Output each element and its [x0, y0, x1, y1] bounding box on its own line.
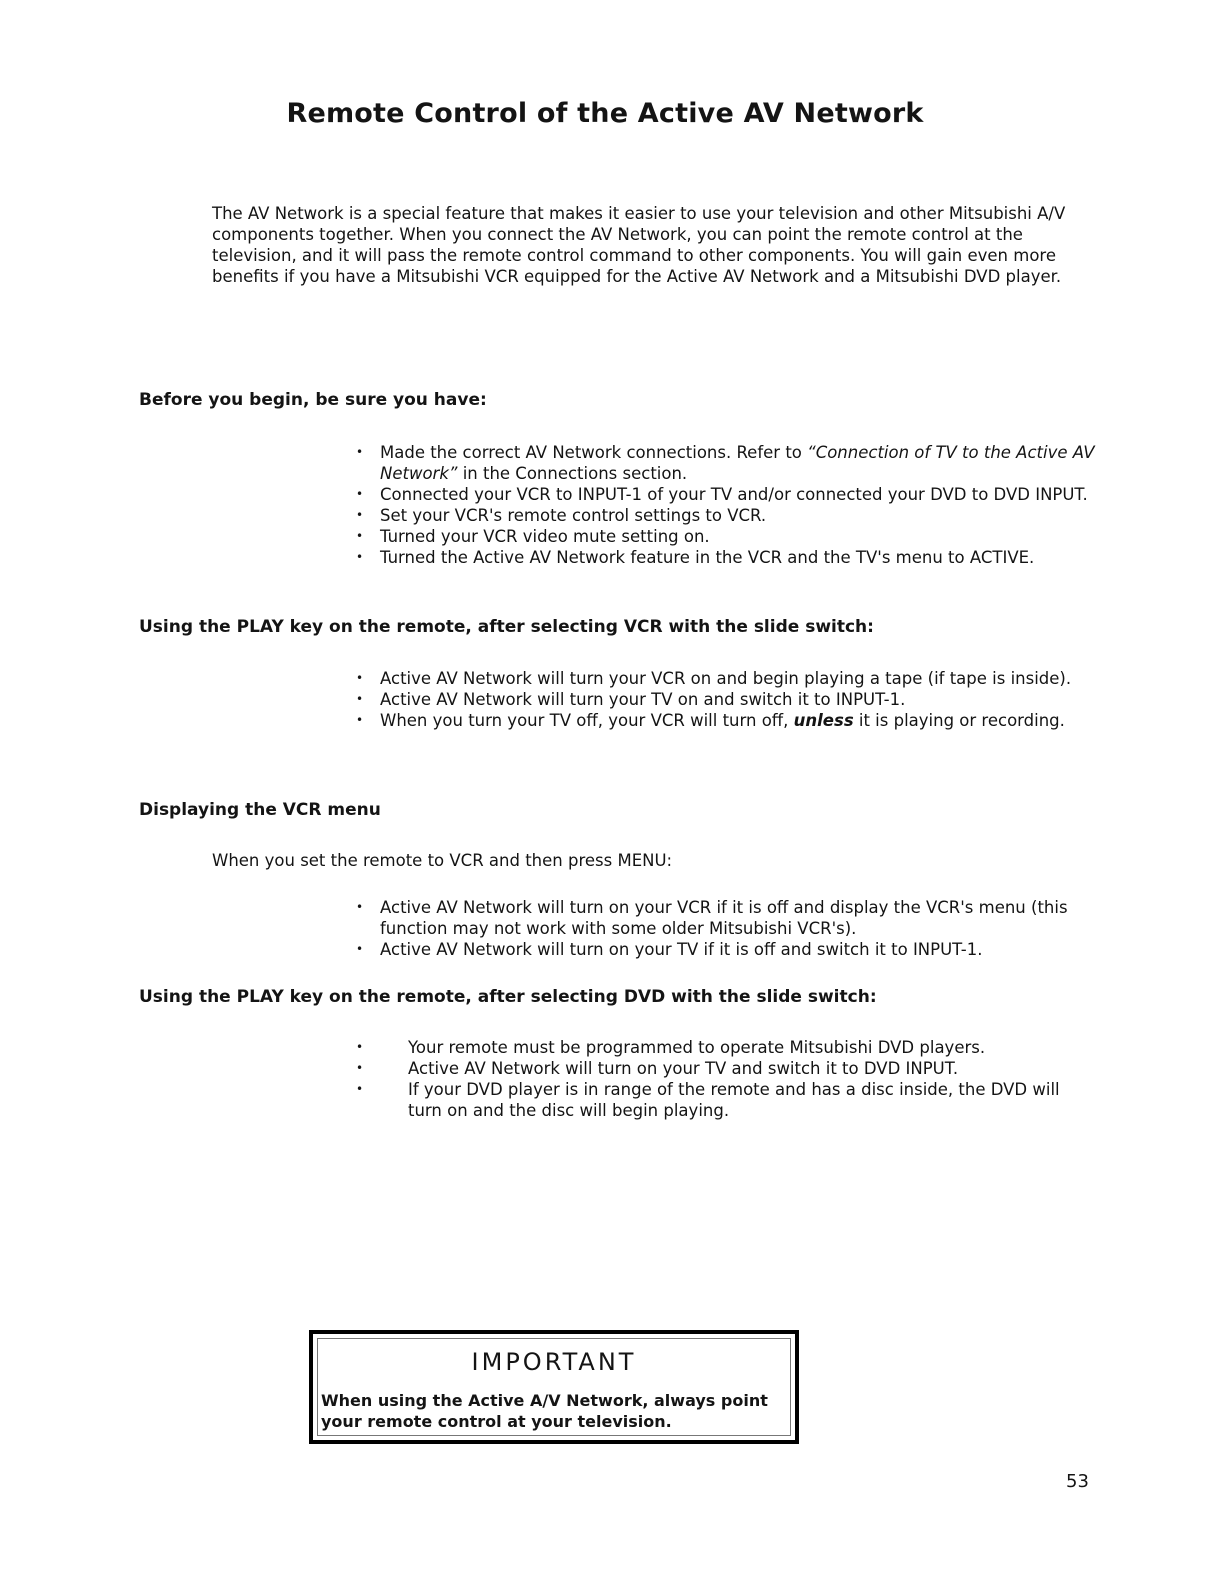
list-item: • Active AV Network will turn on your VCR if it is off and display the VCR's menu (this function may not work with some older Mitsubishi VCR's).	[356, 897, 1088, 939]
list-item: • Turned your VCR video mute setting on.	[356, 526, 1106, 547]
list-item: • Active AV Network will turn your TV on and switch it to INPUT-1.	[356, 689, 1078, 710]
unless-emphasis: unless	[793, 711, 854, 730]
list-item: • Set your VCR's remote control settings to VCR.	[356, 505, 1106, 526]
important-text: When using the Active A/V Network, always point your remote control at your television.	[321, 1391, 768, 1431]
important-notice-box	[309, 1330, 799, 1444]
vcr-menu-heading: Displaying the VCR menu	[139, 800, 381, 820]
list-item: • Active AV Network will turn on your TV if it is off and switch it to INPUT-1.	[356, 939, 1088, 960]
before-you-begin-heading: Before you begin, be sure you have:	[139, 390, 487, 410]
play-vcr-heading: Using the PLAY key on the remote, after selecting VCR with the slide switch:	[139, 617, 874, 637]
important-title: IMPORTANT	[471, 1348, 637, 1376]
page-title: Remote Control of the Active AV Network	[286, 98, 924, 129]
list-item: • Active AV Network will turn on your TV and switch it to DVD INPUT.	[356, 1058, 1086, 1079]
play-vcr-list	[356, 668, 1078, 731]
list-item: • Your remote must be programmed to operate Mitsubishi DVD players.	[356, 1037, 1086, 1058]
play-dvd-heading: Using the PLAY key on the remote, after selecting DVD with the slide switch:	[139, 987, 877, 1007]
list-item: • When you turn your TV off, your VCR will turn off, unless it is playing or recording.	[356, 710, 1078, 731]
list-item: • If your DVD player is in range of the remote and has a disc inside, the DVD will turn on and the disc will begin playing.	[356, 1079, 1086, 1121]
connection-reference: “Connection of TV to the Active AV Network”	[380, 443, 1095, 483]
vcr-menu-intro: When you set the remote to VCR and then press MENU:	[212, 851, 673, 870]
page-number: 53	[1066, 1471, 1089, 1492]
list-item: • Active AV Network will turn your VCR on and begin playing a tape (if tape is inside).	[356, 668, 1078, 689]
intro-paragraph: The AV Network is a special feature that makes it easier to use your television and other Mitsubishi A/V components together. When you connect the AV Network, you can point the remote control at the television, and it will pass the remote control command to other components. You will gain even more benefits if you have a Mitsubishi VCR equipped for the Active AV Network and a Mitsubishi DVD player.	[212, 204, 1066, 286]
list-item: • Made the correct AV Network connections. Refer to “Connection of TV to the Active AV Network” in the Connections section.	[356, 442, 1106, 484]
list-item: • Turned the Active AV Network feature in the VCR and the TV's menu to ACTIVE.	[356, 547, 1106, 568]
list-item: • Connected your VCR to INPUT-1 of your TV and/or connected your DVD to DVD INPUT.	[356, 484, 1106, 505]
vcr-menu-list	[356, 897, 1088, 960]
before-you-begin-list	[356, 442, 1106, 568]
play-dvd-list	[356, 1037, 1086, 1121]
